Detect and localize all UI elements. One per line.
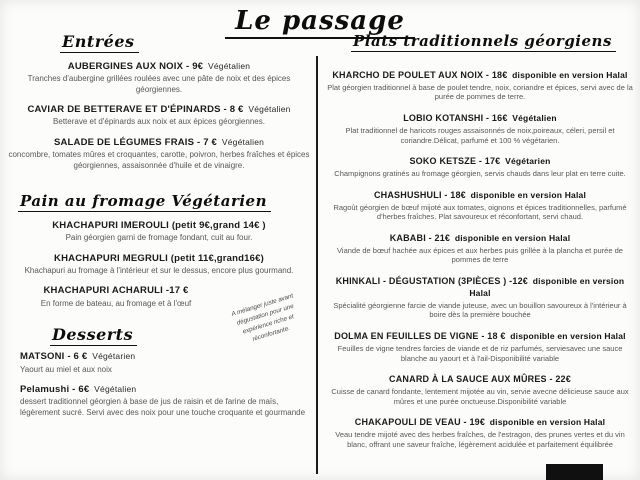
- menu-item-caviar-betterave: [8, 104, 310, 128]
- column-divider: [316, 56, 318, 474]
- menu-item-khachapuri-imerouli: [8, 220, 310, 244]
- halal-tag: disponible en version Halal: [510, 331, 626, 342]
- item-title: MATSONI - 6 €: [20, 351, 88, 363]
- item-desc: Khachapuri au fromage à l'intérieur et sur le dessus, encore plus gourmand.: [24, 266, 294, 276]
- item-title: AUBERGINES AUX NOIX - 9€: [67, 61, 204, 72]
- restaurant-title: Le passage: [225, 6, 415, 39]
- item-title: Pelamushi - 6€: [20, 383, 90, 395]
- diet-tag: Végétarien: [92, 351, 136, 362]
- item-name: [327, 233, 633, 245]
- item-name: [8, 220, 310, 232]
- item-desc: Ragoût géorgien de bœuf mijoté aux tomates, oignons et épices traditionnelles, parfumé d'herbes fraîches. Plat savoureux et réconfortant, servi chaud.: [333, 202, 627, 222]
- menu-item-chakapouli: [327, 417, 633, 449]
- item-title: KHACHAPURI MEGRULI (petit 11€,grand16€): [54, 252, 264, 264]
- menu-item-khachapuri-megruli: [8, 253, 310, 277]
- section-header-desserts: Desserts: [50, 325, 137, 346]
- item-name: [8, 137, 310, 149]
- halal-tag: disponible en version Halal: [470, 189, 587, 200]
- item-desc: Veau tendre mijoté avec des herbes fraîches, de l'estragon, des prunes vertes et du vin blanc, offrant une saveur fraîche, légèrement acidulée et parfaitement équilibrée: [335, 430, 625, 449]
- menu-item-lobio: [327, 113, 633, 145]
- item-desc: Yaourt au miel et aux noix: [20, 364, 112, 374]
- item-desc: Cuisse de canard fondante, lentement mijotée au vin, servie avecne délicieuse sauce aux mûres et une purée onctueuse.Disponibilité variable: [331, 386, 629, 406]
- item-desc: Plat géorgien traditionnel à base de poulet tendre, noix, coriandre et épices, servi avec de la purée de pommes de terre.: [327, 82, 633, 102]
- menu-item-dolma: [327, 331, 633, 363]
- item-name: [327, 113, 633, 125]
- item-desc: concombre, tomates mûres et croquantes, carotte, poivron, herbes fraîches et épices géorgiennes, assaisonnée d'huile et de vinaigre.: [8, 150, 310, 170]
- item-name: [8, 104, 310, 116]
- diet-tag: Végétalien: [512, 113, 557, 124]
- item-name: [327, 276, 633, 299]
- left-column: [8, 30, 310, 427]
- diet-tag: Végétarien: [505, 156, 551, 167]
- item-desc: Plat traditionnel de haricots rouges assaisonnés de noix,poireaux, céleri, persil et coriandre.Délicat, parfumé et 100 % végétarien.: [345, 125, 615, 145]
- menu-item-khachapuri-acharuli: [8, 285, 224, 309]
- item-title: KHACHAPURI ACHARULI -17 €: [43, 285, 189, 297]
- section-entrees: [8, 30, 310, 171]
- corner-black-box: [546, 464, 603, 480]
- right-column: [327, 28, 633, 461]
- menu-item-salade-legumes: [8, 137, 310, 171]
- section-pain-au-fromage: [8, 180, 310, 309]
- item-title: CHAKAPOULI DE VEAU - 19€: [354, 417, 486, 428]
- menu-item-soko-ketsze: [327, 156, 633, 178]
- diet-tag: Végétalien: [221, 136, 265, 147]
- item-name: [20, 351, 310, 363]
- diet-tag: Végétalien: [208, 61, 251, 71]
- menu-item-khinkali: [327, 276, 633, 320]
- item-title: SOKO KETSZE - 17€: [409, 156, 501, 167]
- item-desc: En forme de bateau, au fromage et à l'œuf: [40, 298, 192, 308]
- item-name: [8, 61, 310, 73]
- item-desc: dessert traditionnel géorgien à base de jus de raisin et de farine de maïs, légèrement sucré. Servi avec des noix pour une touche croquante et gourmande: [20, 397, 306, 417]
- menu-item-kababi: [327, 233, 633, 265]
- diet-tag: Végétalien: [248, 104, 291, 115]
- halal-tag: disponible en version Halal: [489, 417, 606, 428]
- item-desc: Pain géorgien garni de fromage fondant, cuit au four.: [65, 233, 253, 243]
- item-title: KHARCHO DE POULET AUX NOIX - 18€: [332, 70, 508, 80]
- item-title: CANARD À LA SAUCE AUX MÛRES - 22€: [389, 374, 571, 385]
- item-desc: Feuilles de vigne tendres farcies de viande et de riz parfumés, serviesavec une sauce blanche au yaourt et à l'ail-Disponibilité variable: [337, 343, 623, 363]
- item-name: [327, 374, 633, 386]
- item-name: [8, 285, 224, 297]
- halal-tag: disponible en version Halal: [512, 70, 628, 80]
- menu-item-kharcho: [327, 70, 633, 102]
- halal-tag: disponible en version Halal: [469, 276, 625, 298]
- section-header-entrees: Entrées: [60, 32, 139, 53]
- item-title: KABABI - 21€: [389, 233, 451, 243]
- menu-item-chashushuli: [327, 190, 633, 222]
- item-title: LOBIO KOTANSHI - 16€: [403, 113, 508, 124]
- item-desc: Viande de bœuf hachée aux épices et aux herbes puis grillée à la plancha et purée de pommes de terre: [337, 245, 623, 265]
- item-title: DOLMA EN FEUILLES DE VIGNE - 18 €: [334, 331, 506, 342]
- item-desc: Spécialité géorgienne farcie de viande juteuse, avec un bouillon savoureux à l'intérieur à boire dès la première bouchée: [333, 300, 627, 320]
- item-title: SALADE DE LÉGUMES FRAIS - 7 €: [53, 136, 218, 148]
- item-name: [327, 331, 633, 343]
- menu-item-canard: [327, 374, 633, 406]
- item-desc: Tranches d'aubergine grillées roulées avec une pâte de noix et des épices géorgiennes.: [27, 74, 291, 94]
- diet-tag: Végétalien: [94, 383, 137, 394]
- section-header-pain-au-fromage: Pain au fromage Végétarien: [18, 192, 271, 212]
- item-title: CAVIAR DE BETTERAVE ET D'ÉPINARDS - 8 €: [27, 104, 244, 116]
- item-name: [20, 384, 310, 396]
- item-title: CHASHUSHULI - 18€: [373, 189, 466, 200]
- item-desc: Betterave et d'épinards aux noix et aux épices géorgiennes.: [53, 117, 265, 127]
- halal-tag: disponible en version Halal: [454, 233, 571, 243]
- item-name: [327, 70, 633, 82]
- item-title: KHACHAPURI IMEROULI (petit 9€,grand 14€ ): [52, 219, 266, 231]
- item-title: KHINKALI - DÉGUSTATION (3PIÈCES ) -12€: [335, 276, 528, 287]
- menu-item-pelamushi: [8, 384, 310, 418]
- mixing-note: A mélanger juste avant dégustation pour une expérience riche et réconfortante.: [230, 292, 295, 344]
- section-header-plats: Plats traditionnels géorgiens: [351, 32, 616, 52]
- item-name: [327, 156, 633, 168]
- item-name: [327, 190, 633, 202]
- item-name: [327, 417, 633, 429]
- item-name: [8, 253, 310, 265]
- menu-item-matsoni: [8, 351, 310, 375]
- item-desc: Champignons gratinés au fromage géorgien, servis chauds dans leur plat en terre cuite.: [334, 169, 626, 179]
- menu-item-aubergines: [8, 61, 310, 95]
